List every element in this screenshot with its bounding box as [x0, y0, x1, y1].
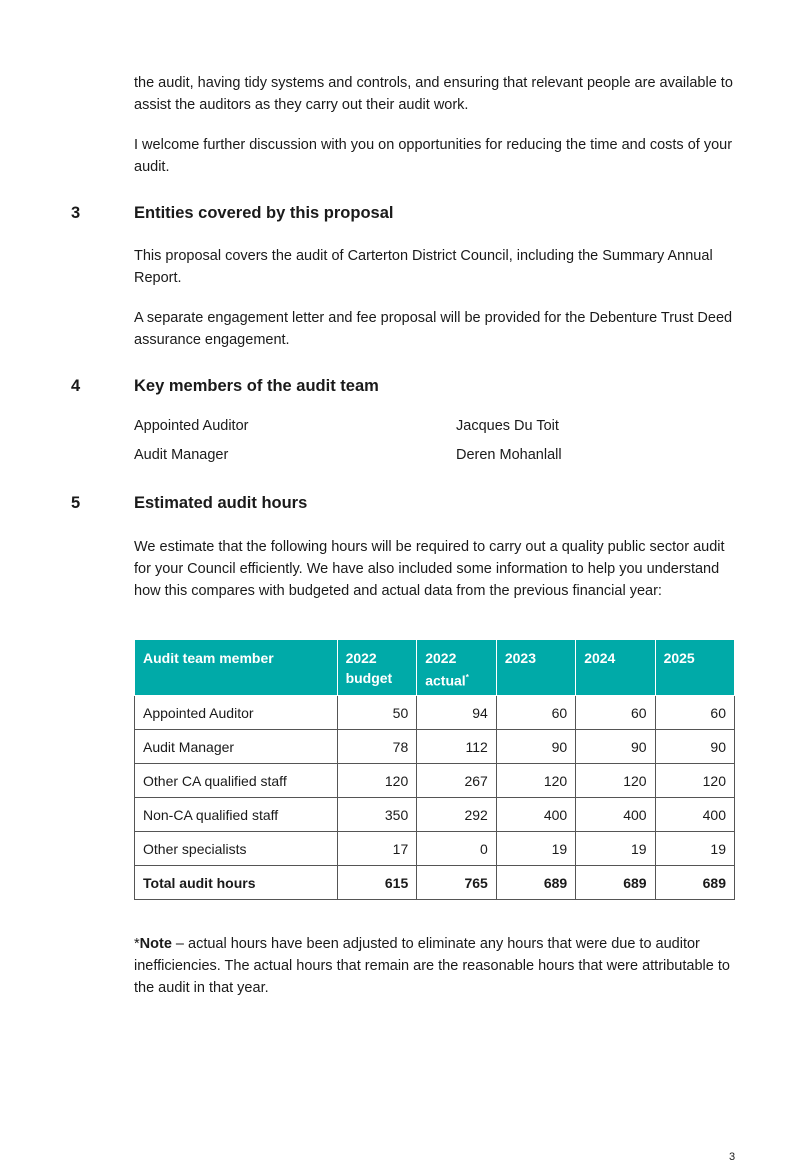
row-value-2022-actual: 267 [417, 764, 497, 798]
row-member: Total audit hours [135, 866, 338, 900]
row-value-2023: 19 [496, 832, 575, 866]
row-value-2022-actual: 94 [417, 696, 497, 730]
row-value-2022-actual: 292 [417, 798, 497, 832]
header-2024: 2024 [576, 640, 655, 696]
row-value-2024: 689 [576, 866, 655, 900]
row-member: Audit Manager [135, 730, 338, 764]
row-value-2022-budget: 615 [337, 866, 417, 900]
row-value-2022-budget: 78 [337, 730, 417, 764]
header-2022-actual-year: 2022 [425, 650, 457, 666]
audit-hours-table [134, 639, 735, 900]
row-value-2022-budget: 17 [337, 832, 417, 866]
row-member: Appointed Auditor [135, 696, 338, 730]
row-value-2022-actual: 765 [417, 866, 497, 900]
header-2022-budget-label: budget [345, 670, 393, 686]
row-value-2022-budget: 350 [337, 798, 417, 832]
row-value-2025: 400 [655, 798, 734, 832]
section-3-title: Entities covered by this proposal [134, 204, 394, 222]
header-audit-team-member: Audit team member [135, 640, 338, 696]
header-2022-actual-asterisk: * [465, 673, 469, 682]
footnote-text: – actual hours have been adjusted to eliminate any hours that were due to auditor inefficiencies. The actual hours that remain are the reasonable hours that were attributable to the audit in that year. [134, 936, 730, 996]
page-number: 3 [729, 1151, 736, 1163]
table-total-row [135, 866, 735, 900]
section-3-paragraph-2: A separate engagement letter and fee proposal will be provided for the Debenture Trust Deed assurance engagement. [134, 310, 733, 348]
header-2025: 2025 [655, 640, 734, 696]
row-value-2023: 60 [496, 696, 575, 730]
row-value-2022-actual: 0 [417, 832, 497, 866]
table-footnote [134, 933, 739, 999]
section-5-title: Estimated audit hours [134, 494, 308, 512]
row-value-2023: 689 [496, 866, 575, 900]
header-2022-actual [417, 640, 497, 696]
row-value-2022-budget: 50 [337, 696, 417, 730]
row-member: Other specialists [135, 832, 338, 866]
team-member-role: Audit Manager [134, 447, 229, 463]
team-member-name: Deren Mohanlall [456, 447, 562, 463]
intro-paragraph-1: the audit, having tidy systems and controls, and ensuring that relevant people are available to assist the auditors as they carry out their audit work. [134, 75, 733, 113]
row-value-2025: 689 [655, 866, 734, 900]
section-5-number: 5 [71, 494, 81, 512]
section-3-paragraph-1: This proposal covers the audit of Carterton District Council, including the Summary Annual Report. [134, 248, 713, 286]
row-value-2025: 19 [655, 832, 734, 866]
row-value-2024: 400 [576, 798, 655, 832]
row-member: Non-CA qualified staff [135, 798, 338, 832]
footnote-label: Note [139, 936, 172, 952]
section-3-number: 3 [71, 204, 81, 222]
intro-paragraph-2: I welcome further discussion with you on opportunities for reducing the time and costs of your audit. [134, 137, 733, 175]
row-value-2024: 60 [576, 696, 655, 730]
header-2023: 2023 [496, 640, 575, 696]
header-2022-budget [337, 640, 417, 696]
row-value-2025: 60 [655, 696, 734, 730]
table-header-row [135, 640, 735, 696]
row-value-2025: 90 [655, 730, 734, 764]
table-row [135, 696, 735, 730]
row-value-2023: 90 [496, 730, 575, 764]
header-2022-actual-label: actual [425, 672, 466, 689]
section-4-number: 4 [71, 377, 81, 395]
row-value-2024: 19 [576, 832, 655, 866]
table-row [135, 730, 735, 764]
row-value-2022-budget: 120 [337, 764, 417, 798]
row-value-2023: 120 [496, 764, 575, 798]
row-value-2023: 400 [496, 798, 575, 832]
footnote-asterisk: * [134, 936, 140, 952]
row-value-2025: 120 [655, 764, 734, 798]
row-value-2024: 90 [576, 730, 655, 764]
section-4-title: Key members of the audit team [134, 377, 379, 395]
section-5-paragraph-1: We estimate that the following hours will be required to carry out a quality public sector audit for your Council efficiently. We have also included some information to help you understand how this compares with budgeted and actual data from the previous financial year: [134, 539, 725, 599]
table-row [135, 832, 735, 866]
row-member: Other CA qualified staff [135, 764, 338, 798]
row-value-2022-actual: 112 [417, 730, 497, 764]
header-2022-budget-year: 2022 [345, 650, 377, 666]
table-row [135, 798, 735, 832]
team-member-name: Jacques Du Toit [456, 418, 559, 434]
row-value-2024: 120 [576, 764, 655, 798]
team-member-role: Appointed Auditor [134, 418, 249, 434]
table-row [135, 764, 735, 798]
